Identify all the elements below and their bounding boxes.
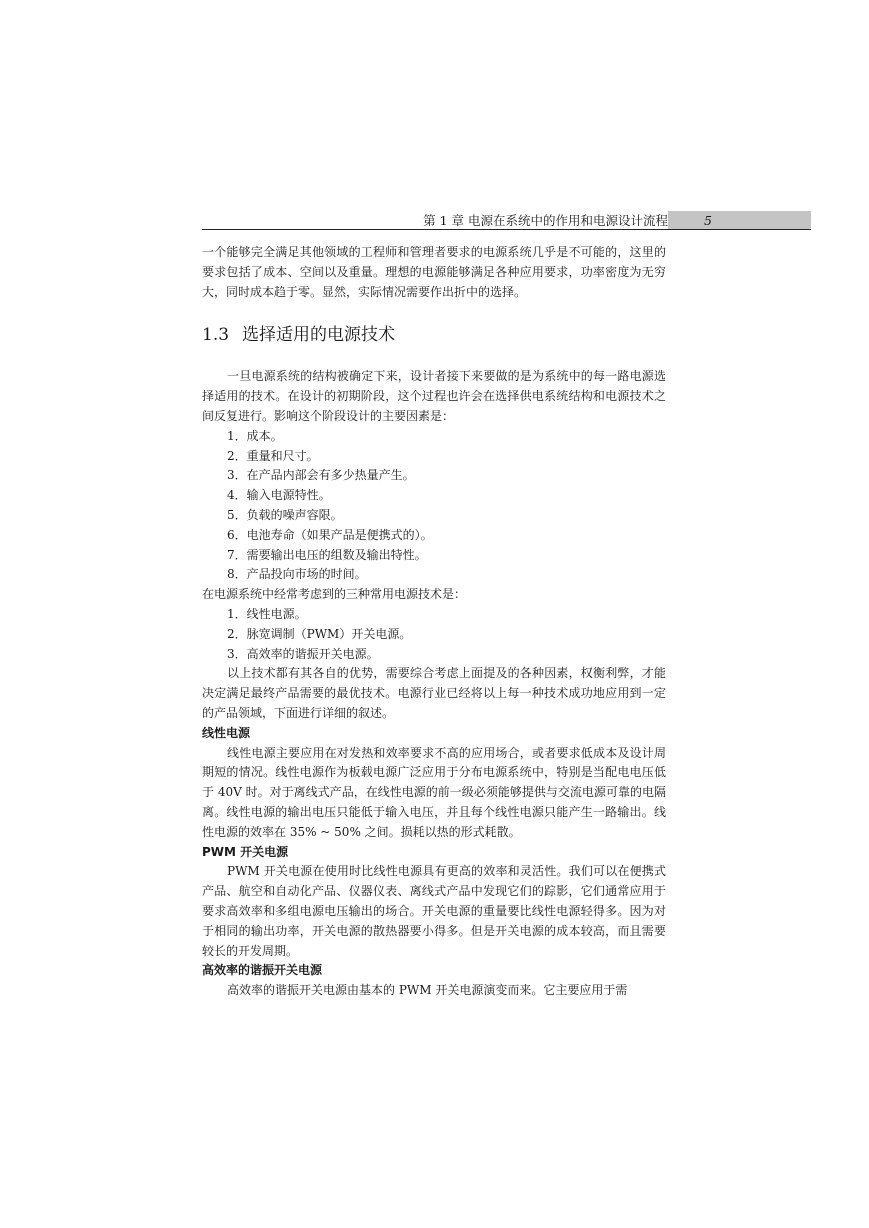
list-item: 7．需要输出电压的组数及输出特性。 [227,547,427,562]
list-item: 2．重量和尺寸。 [227,448,319,463]
list-item: 5．负载的噪声容限。 [227,507,343,522]
header-rule [202,229,811,230]
page-number: 5 [704,213,712,228]
list-item: 4．输入电源特性。 [227,488,331,503]
pwm-heading: PWM 开关电源 [202,844,289,859]
techs-intro-paragraph: 在电源系统中经常考虑到的三种常用电源技术是： [202,587,467,602]
factors-list [202,427,666,585]
page-number-box [668,211,811,230]
techs-list [202,605,666,664]
list-item: 8．产品投向市场的时间。 [227,567,367,582]
list-item: 1．成本。 [227,428,283,443]
intro-paragraph: 一个能够完全满足其他领域的工程师和管理者要求的电源系统几乎是不可能的，这里的要求包括了成本、空间以及重量。理想的电源能够满足各种应用要求，功率密度为无穷大，同时成本趋于零。显然，实际情况需要作出折中的选择。 [202,245,666,299]
list-item: 3．在产品内部会有多少热量产生。 [227,468,415,483]
tradeoff-paragraph: 以上技术都有其各自的优势，需要综合考虑上面提及的各种因素，权衡利弊，才能决定满足最终产品需要的最优技术。电源行业已经将以上每一种技术成功地应用到一定的产品领域，下面进行详细的叙述。 [202,666,666,720]
running-header [202,211,811,230]
factors-intro-paragraph: 一旦电源系统的结构被确定下来，设计者接下来要做的是为系统中的每一路电源选择适用的技术。在设计的初期阶段，这个过程也许会在选择供电系统结构和电源技术之间反复进行。影响这个阶段设计的主要因素是： [202,369,666,423]
linear-heading: 线性电源 [202,725,251,740]
resonant-heading: 高效率的谐振开关电源 [202,963,323,978]
pwm-paragraph: PWM 开关电源在使用时比线性电源具有更高的效率和灵活性。我们可以在便携式产品、航空和自动化产品、仪器仪表、离线式产品中发现它们的踪影，它们通常应用于要求高效率和多组电源电压输出的场合。开关电源的重量要比线性电源轻得多。因为对于相同的输出功率，开关电源的散热器要小得多。但是开关电源的成本较高，而且需要较长的开发周期。 [202,864,666,958]
list-item: 1．线性电源。 [227,606,307,621]
chapter-title: 第 1 章 电源在系统中的作用和电源设计流程 [423,213,668,228]
list-item: 6．电池寿命（如果产品是便携式的）。 [227,527,433,542]
list-item: 3．高效率的谐振开关电源。 [227,646,379,661]
section-number: 1.3 [202,325,230,346]
resonant-paragraph: 高效率的谐振开关电源由基本的 PWM 开关电源演变而来。它主要应用于需 [227,983,628,998]
section-heading [202,323,666,347]
section-title: 选择适用的电源技术 [242,325,395,346]
page-body [202,243,666,1001]
list-item: 2．脉宽调制（PWM）开关电源。 [227,626,412,641]
linear-paragraph: 线性电源主要应用在对发热和效率要求不高的应用场合，或者要求低成本及设计周期短的情况。线性电源作为板载电源广泛应用于分布电源系统中，特别是当配电电压低于 40V 时。对于离线式产品，在线性电源的前一级必须能够提供与交流电源可靠的电隔离。线性电源的输出电压只能低于输入电压，并且每个线性电源只能产生一路输出。线性电源的效率在 35% ~ 50% 之间。损耗以热的形式耗散。 [202,745,666,839]
